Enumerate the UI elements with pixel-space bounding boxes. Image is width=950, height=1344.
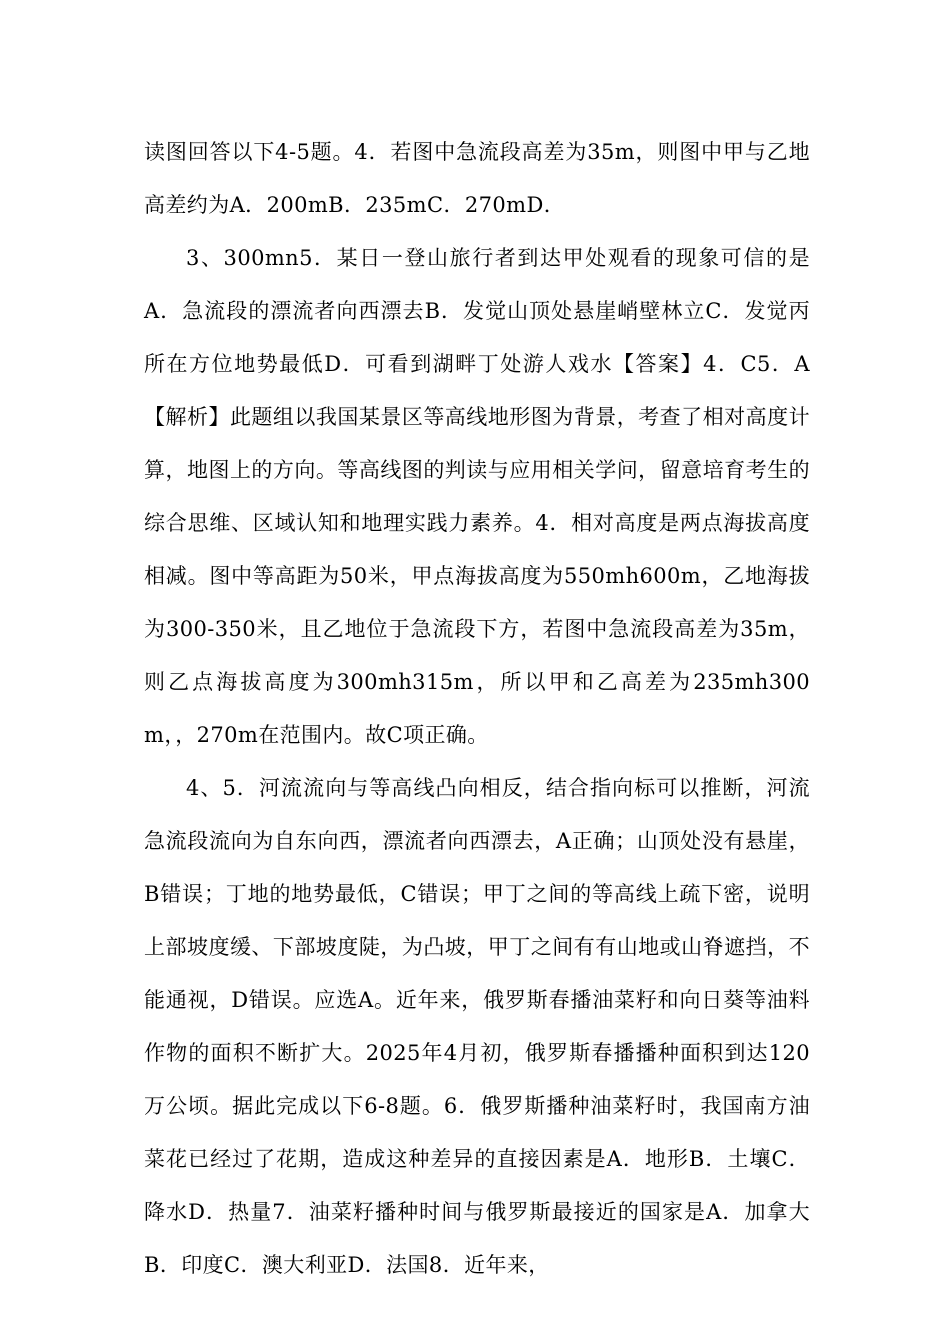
document-page: [144, 126, 810, 1292]
paragraph-question-5-answer: 3、300mn5．某日一登山旅行者到达甲处观看的现象可信的是A．急流段的漂流者向西漂去B．发觉山顶处悬崖峭壁林立C．发觉丙所在方位地势最低D．可看到湖畔丁处游人戏水【答案】4．C5．A【解析】此题组以我国某景区等高线地形图为背景，考查了相对高度计算，地图上的方向。等高线图的判读与应用相关学问，留意培育考生的综合思维、区域认知和地理实践力素养。4．相对高度是两点海拔高度相减。图中等高距为50米，甲点海拔高度为550mh600m，乙地海拔为300-350米，且乙地位于急流段下方，若图中急流段高差为35m，则乙点海拔高度为300mh315m，所以甲和乙高差为235mh300m，，270m在范围内。故C项正确。: [144, 246, 810, 747]
paragraph-intro: 读图回答以下4-5题。4．若图中急流段高差为35m，则图中甲与乙地高差约为A．200mB．235mC．270mD．: [144, 140, 810, 217]
paragraph-analysis-continued: 4、5．河流流向与等高线凸向相反，结合指向标可以推断，河流急流段流向为自东向西，漂流者向西漂去，A正确；山顶处没有悬崖，B错误；丁地的地势最低，C错误；甲丁之间的等高线上疏下密，说明上部坡度缓、下部坡度陡，为凸坡，甲丁之间有有山地或山脊遮挡，不能通视，D错误。应选A。近年来，俄罗斯春播油菜籽和向日葵等油料作物的面积不断扩大。2025年4月初，俄罗斯春播播种面积到达120万公顷。据此完成以下6-8题。6．俄罗斯播种油菜籽时，我国南方油菜花已经过了花期，造成这种差异的直接因素是A．地形B．土壤C．降水D．热量7．油菜籽播种时间与俄罗斯最接近的国家是A．加拿大B．印度C．澳大利亚D．法国8．近年来，: [144, 776, 810, 1277]
